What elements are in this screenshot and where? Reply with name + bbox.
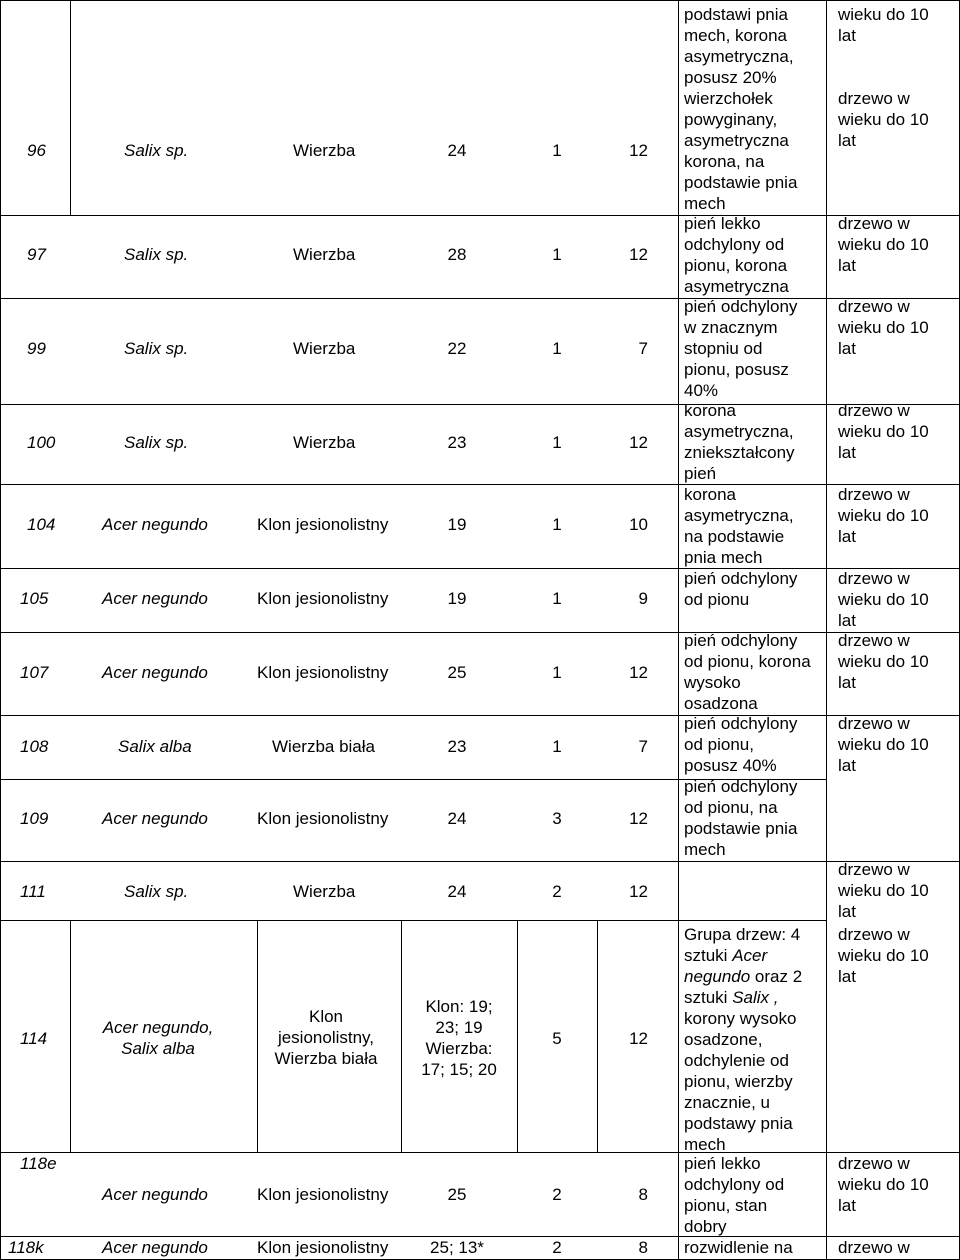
row-polish-name: Wierzba [293,245,356,264]
row-count: 1 [552,589,562,608]
row-condition: pień odchylony od pionu [684,569,798,609]
row-nr: 99 [27,339,46,358]
row-latin-name: Salix alba [118,737,192,756]
col-divider [401,920,402,1152]
row-remarks: drzewo w wieku do 10 lat [838,925,929,986]
row-condition: pień odchylony od pionu, korona wysoko osadzona [684,631,811,713]
row-circumference: 25; 13* [430,1238,484,1257]
row-count: 1 [552,663,562,682]
row-latin-name: Acer negundo [102,1238,208,1257]
col-divider [70,0,71,215]
row-circumference: Klon: 19; 23; 19 Wierzba: 17; 15; 20 [421,997,497,1079]
row-divider [0,568,960,569]
row-height: 12 [629,433,648,452]
row-circumference: 25 [447,1185,467,1204]
row-nr: 100 [27,433,56,452]
row-polish-name: Klon jesionolistny, Wierzba biała [274,1007,378,1068]
row-nr: 107 [20,663,49,682]
row-nr: 96 [27,141,46,160]
row-polish-name: Wierzba [293,141,356,160]
row-count: 1 [552,245,562,264]
row-divider [0,632,960,633]
row-circumference: 24 [447,882,467,901]
row-circumference: 24 [447,809,467,828]
row-count: 1 [552,515,562,534]
row-condition: pień lekko odchylony od pionu, stan dobry [684,1154,785,1236]
row-height: 7 [638,737,648,756]
row-circumference: 19 [447,589,467,608]
row-divider [0,920,826,921]
row-divider [0,484,960,485]
row-circumference: 23 [447,433,467,452]
row-height: 8 [638,1185,648,1204]
row-latin-name: Acer negundo [102,515,208,534]
row-height: 12 [629,1029,648,1048]
row-polish-name: Wierzba [293,882,356,901]
row-remarks: drzewo w wieku do 10 lat [838,860,929,921]
row-latin-name: Salix sp. [124,245,189,264]
condition-latin-salix: Salix , [732,988,779,1007]
row-height: 12 [629,141,648,160]
row-nr: 108 [20,737,49,756]
row-count: 1 [552,339,562,358]
row-height: 10 [629,515,648,534]
row-nr: 118k [8,1238,44,1257]
row-nr: 118e [20,1154,57,1173]
row-latin-name: Acer negundo [102,1185,208,1204]
row-remarks: drzewo w wieku do 10 lat [838,401,929,462]
row-polish-name: Wierzba [293,433,356,452]
row-remarks: drzewo w wieku do 10 lat [838,569,929,630]
row-remarks: drzewo w wieku do 10 lat [838,297,929,358]
row-count: 2 [552,1185,562,1204]
row-latin-name: Acer negundo [102,589,208,608]
row-polish-name: Klon jesionolistny [257,663,389,682]
table-border-top [0,0,960,1]
row-latin-name: Acer negundo [102,809,208,828]
row-condition [684,924,802,1155]
row-divider [0,215,960,216]
row-circumference: 19 [447,515,467,534]
row-remarks: drzewo w wieku do 10 lat [838,1154,929,1215]
row-count: 5 [552,1029,562,1048]
row-count: 2 [552,1238,562,1257]
condition-text: korony wysoko osadzone, odchylenie od pionu, wierzby znacznie, u podstawy pnia mech [684,1009,797,1154]
col-divider [70,920,71,1152]
row-height: 12 [629,882,648,901]
col-divider [517,920,518,1152]
row-divider [0,298,960,299]
row-condition: wierzchołek powyginany, asymetryczna korona, na podstawie pnia mech [684,89,798,213]
row-latin-name: Salix sp. [124,339,189,358]
row-condition: korona asymetryczna, na podstawie pnia mech [684,485,794,567]
row-condition: rozwidlenie na [684,1238,793,1257]
row-latin-name: Salix sp. [124,882,189,901]
row-count: 2 [552,882,562,901]
row-height: 12 [629,809,648,828]
row-circumference: 24 [447,141,467,160]
row-polish-name: Klon jesionolistny [257,515,389,534]
row-remarks: drzewo w wieku do 10 lat [838,485,929,546]
row-condition: pień odchylony w znacznym stopniu od pionu, posusz 40% [684,297,798,400]
row-remarks: drzewo w [838,1238,910,1257]
row-latin-name: Acer negundo, Salix alba [102,1018,214,1058]
row-height: 9 [638,589,648,608]
row-count: 3 [552,809,562,828]
row-nr: 109 [20,809,49,828]
row-nr: 114 [20,1029,48,1048]
row-divider [0,1152,678,1153]
col-divider [597,920,598,1152]
row-latin-name: Acer negundo [102,663,208,682]
row-remarks: drzewo w wieku do 10 lat [838,714,929,775]
row-polish-name: Wierzba biała [272,737,375,756]
row-circumference: 25 [447,663,467,682]
row-condition: podstawi pnia mech, korona asymetryczna, posusz 20% [684,5,794,87]
row-nr: 105 [20,589,49,608]
row-circumference: 22 [447,339,467,358]
row-condition: pień lekko odchylony od pionu, korona asymetryczna [684,214,789,296]
row-remarks: wieku do 10 lat [838,5,929,45]
row-remarks: drzewo w wieku do 10 lat [838,89,929,150]
row-remarks: drzewo w wieku do 10 lat [838,631,929,692]
col-divider [678,0,679,1260]
row-height: 7 [638,339,648,358]
row-circumference: 28 [447,245,467,264]
col-divider [257,920,258,1152]
row-nr: 111 [20,882,46,901]
row-height: 8 [638,1238,648,1257]
row-latin-name: Salix sp. [124,433,189,452]
row-count: 1 [552,433,562,452]
row-condition: pień odchylony od pionu, posusz 40% [684,714,798,775]
row-circumference: 23 [447,737,467,756]
row-polish-name: Wierzba [293,339,356,358]
row-count: 1 [552,737,562,756]
row-nr: 97 [27,245,46,264]
table-border-left [0,0,1,1260]
row-height: 12 [629,245,648,264]
row-remarks: drzewo w wieku do 10 lat [838,214,929,275]
row-polish-name: Klon jesionolistny [257,809,389,828]
row-latin-name: Salix sp. [124,141,189,160]
row-count: 1 [552,141,562,160]
condition-text: oraz 2 sztuki [684,967,803,1007]
row-nr: 104 [27,515,56,534]
row-divider [0,715,960,716]
row-polish-name: Klon jesionolistny [257,1238,389,1257]
condition-text: Grupa drzew: 4 sztuki [684,925,801,965]
col-divider [826,0,827,1260]
row-condition: korona asymetryczna, zniekształcony pień [684,401,795,483]
row-divider [0,404,960,405]
row-condition: pień odchylony od pionu, na podstawie pnia mech [684,777,798,859]
row-polish-name: Klon jesionolistny [257,589,389,608]
row-divider [0,861,960,862]
row-height: 12 [629,663,648,682]
row-polish-name: Klon jesionolistny [257,1185,389,1204]
condition-latin-acer: Acer negundo [684,946,768,986]
